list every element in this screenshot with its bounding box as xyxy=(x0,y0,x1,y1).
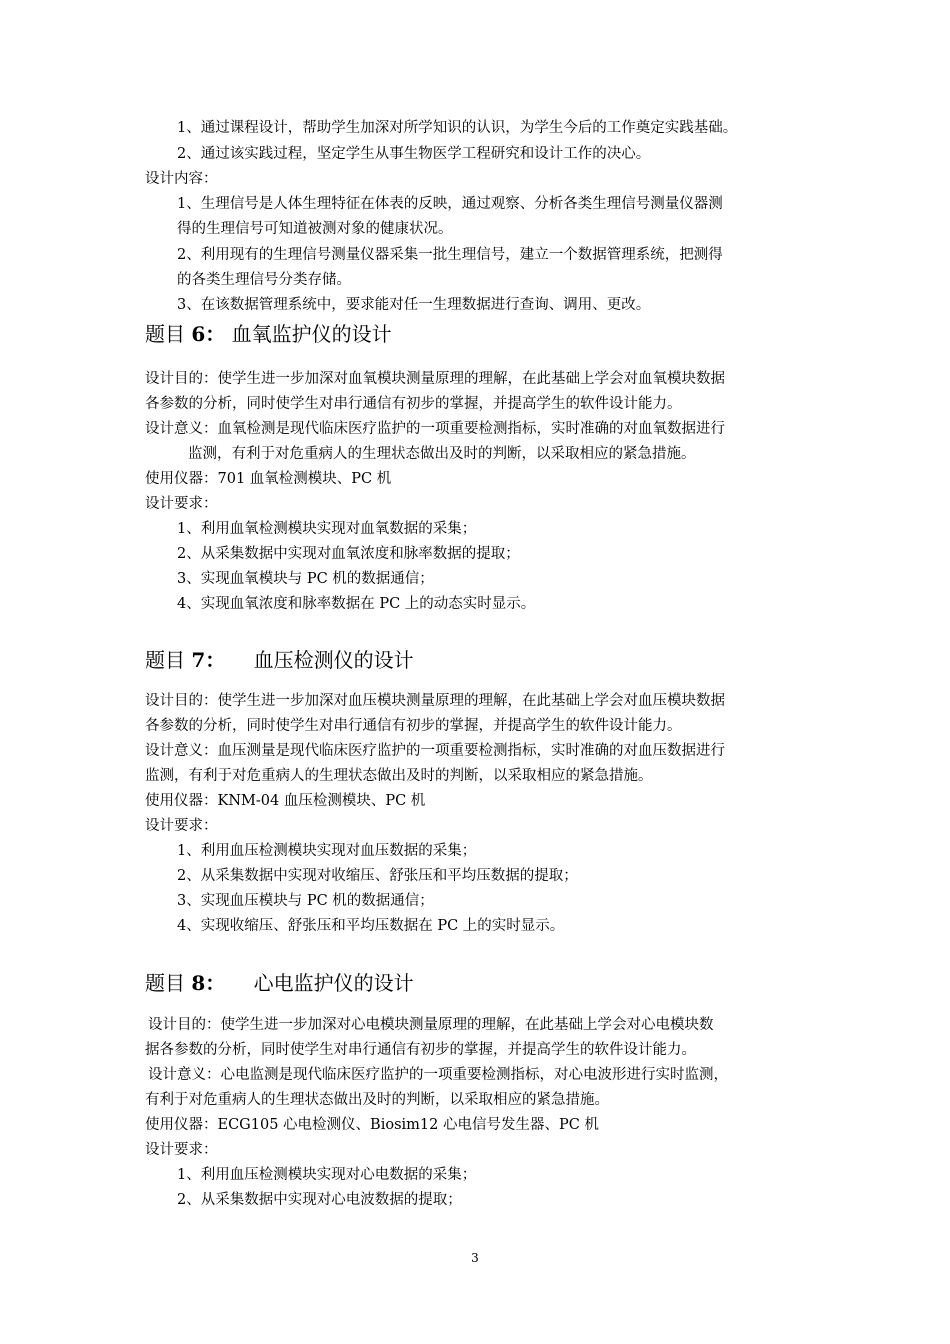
content-item-1a: 1、生理信号是人体生理特征在体表的反映，通过观察、分析各类生理信号测量仪器测 xyxy=(177,196,723,212)
topic6-title: 血氧监护仪的设计 xyxy=(231,322,392,346)
topic7-title: 血压检测仪的设计 xyxy=(253,648,414,672)
topic6-number: 6： xyxy=(191,322,226,346)
topic7-req-4: 4、实现收缩压、舒张压和平均压数据在 PC 上的实时显示。 xyxy=(177,918,565,934)
content-item-2b: 的各类生理信号分类存储。 xyxy=(177,272,351,288)
topic7-purpose-b: 各参数的分析，同时使学生对串行通信有初步的掌握，并提高学生的软件设计能力。 xyxy=(145,718,682,734)
topic8-req-label: 设计要求： xyxy=(145,1142,218,1158)
topic8-title: 心电监护仪的设计 xyxy=(253,971,414,995)
topic6-heading xyxy=(145,320,392,348)
topic7-purpose-a: 设计目的：使学生进一步加深对血压模块测量原理的理解，在此基础上学会对血压模块数据 xyxy=(145,693,725,709)
topic8-number: 8： xyxy=(191,971,226,995)
topic6-req-4: 4、实现血氧浓度和脉率数据在 PC 上的动态实时显示。 xyxy=(177,596,536,612)
topic6-instrument: 使用仪器：701 血氧检测模块、PC 机 xyxy=(145,471,392,487)
topic8-purpose-a: 设计目的：使学生进一步加深对心电模块测量原理的理解，在此基础上学会对心电模块数 xyxy=(148,1017,714,1033)
topic6-req-1: 1、利用血氧检测模块实现对血氧数据的采集； xyxy=(177,521,477,537)
topic6-req-3: 3、实现血氧模块与 PC 机的数据通信； xyxy=(177,571,434,587)
topic6-req-label: 设计要求： xyxy=(145,496,218,512)
topic6-purpose-a: 设计目的：使学生进一步加深对血氧模块测量原理的理解，在此基础上学会对血氧模块数据 xyxy=(145,371,725,387)
topic6-meaning-b: 监测，有利于对危重病人的生理状态做出及时的判断，以采取相应的紧急措施。 xyxy=(188,446,696,462)
topic7-meaning-b: 监测，有利于对危重病人的生理状态做出及时的判断，以采取相应的紧急措施。 xyxy=(145,768,653,784)
topic8-purpose-b: 据各参数的分析，同时使学生对串行通信有初步的掌握，并提高学生的软件设计能力。 xyxy=(145,1042,696,1058)
topic8-heading xyxy=(145,969,414,997)
topic6-meaning-a: 设计意义：血氧检测是现代临床医疗监护的一项重要检测指标，实时准确的对血氧数据进行 xyxy=(145,421,725,437)
content-label: 设计内容： xyxy=(145,171,218,187)
topic7-meaning-a: 设计意义：血压测量是现代临床医疗监护的一项重要检测指标，实时准确的对血压数据进行 xyxy=(145,743,725,759)
intro-line-1: 1、通过课程设计，帮助学生加深对所学知识的认识，为学生今后的工作奠定实践基础。 xyxy=(177,120,738,136)
content-item-1b: 得的生理信号可知道被测对象的健康状况。 xyxy=(177,221,453,237)
topic7-req-2: 2、从采集数据中实现对收缩压、舒张压和平均压数据的提取； xyxy=(177,868,578,884)
topic6-prefix: 题目 xyxy=(145,322,185,346)
topic7-req-label: 设计要求： xyxy=(145,818,218,834)
topic8-meaning-a: 设计意义：心电监测是现代临床医疗监护的一项重要检测指标，对心电波形进行实时监测， xyxy=(148,1067,728,1083)
topic8-req-1: 1、利用血压检测模块实现对心电数据的采集； xyxy=(177,1167,477,1183)
topic8-instrument: 使用仪器：ECG105 心电检测仪、Biosim12 心电信号发生器、PC 机 xyxy=(145,1117,599,1133)
intro-line-2: 2、通过该实践过程，坚定学生从事生物医学工程研究和设计工作的决心。 xyxy=(177,146,651,162)
content-item-3: 3、在该数据管理系统中，要求能对任一生理数据进行查询、调用、更改。 xyxy=(177,297,651,313)
topic7-number: 7： xyxy=(191,648,226,672)
topic7-heading xyxy=(145,646,414,674)
topic7-req-3: 3、实现血压模块与 PC 机的数据通信； xyxy=(177,893,434,909)
topic8-req-2: 2、从采集数据中实现对心电波数据的提取； xyxy=(177,1192,462,1208)
content-item-2a: 2、利用现有的生理信号测量仪器采集一批生理信号，建立一个数据管理系统，把测得 xyxy=(177,247,723,263)
topic6-purpose-b: 各参数的分析，同时使学生对串行通信有初步的掌握，并提高学生的软件设计能力。 xyxy=(145,396,682,412)
topic7-req-1: 1、利用血压检测模块实现对血压数据的采集； xyxy=(177,843,477,859)
page-number: 3 xyxy=(471,1251,479,1265)
topic6-req-2: 2、从采集数据中实现对血氧浓度和脉率数据的提取； xyxy=(177,546,520,562)
topic7-prefix: 题目 xyxy=(145,648,185,672)
topic8-meaning-b: 有利于对危重病人的生理状态做出及时的判断，以采取相应的紧急措施。 xyxy=(145,1092,609,1108)
topic8-prefix: 题目 xyxy=(145,971,185,995)
topic7-instrument: 使用仪器：KNM-04 血压检测模块、PC 机 xyxy=(145,793,426,809)
